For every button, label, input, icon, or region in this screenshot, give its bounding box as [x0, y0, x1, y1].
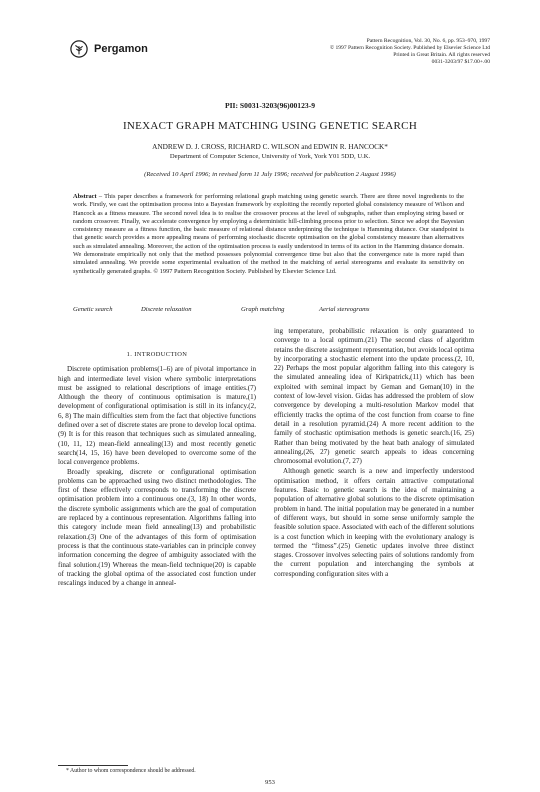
footnote-divider — [58, 765, 128, 766]
abstract — [73, 193, 464, 276]
abstract-text: – This paper describes a framework for performing relational graph matching using genetic search. There are three novel ingredients to the work. Firstly, we cast the optimisation process into a Bayesian framework by exploiting the recently reported global consistency measure of Wilson and Hancock as a fitness measure. The second novel idea is to realise the crossover process at the level of subgraphs, rather than employing string based or random crossover. Finally, we accelerate convergence by employing a deterministic hill-climbing process prior to selection. Since we adopt the Bayesian consistency measure as a fitness function, the basic measure of relational distance underpinning the technique is Hamming distance. Our standpoint is that genetic search provides a more appealing means of performing stochastic discrete optimisation on the global consistency measure than alternatives such as simulated annealing. Moreover, the action of the optimisation process is easily understood in terms of its action in the Hamming distance domain. We demonstrate empirically not only that the method possesses polynomial convergence time but also that the convergence rate is more rapid than simulated annealing. We provide some experimental evaluation of the method in the matching of aerial stereograms and evaluate its sensitivity on synthetically generated graphs. © 1997 Pattern Recognition Society. Published by Elsevier Science Ltd. — [73, 193, 464, 275]
printed-line: Printed in Great Britain. All rights reserved — [393, 52, 490, 58]
keyword-item: Aerial stereograms — [319, 306, 370, 313]
keyword-item: Discrete relaxation — [141, 306, 192, 313]
body-paragraph: Broadly speaking, discrete or configurational optimisation problems can be approached using two distinct methodologies. The first of these effectively corresponds to transforming the discrete optimisation problem into a continuous one.(3, 18) In other words, the discrete symbolic assignments which are the goal of computation are replaced by a continuous representation. Algorithms falling into this category include mean field annealing(13) and probabilistic relaxation.(3) One of the advantages of this form of optimisation process is that the continuous state-variables can in principle convey information concerning the degree of ambiguity associated with the final solution.(19) Whereas the mean-field technique(20) is capable of tracking the global optima of the associated cost function under rescalings induced by a change in anneal- — [58, 467, 256, 588]
keywords — [73, 306, 473, 313]
body-paragraph: ing temperature, probabilistic relaxation is only guaranteed to converge to a local optimum.(21) The second class of algorithm retains the discrete assignment representation, but avoids local optima by incorporating a stochastic element into the update process.(2, 10, 22) Perhaps the most popular algorithm falling into this category is the simulated annealing idea of Kirkpatrick,(11) which has been exploited with seminal impact by Geman and Geman(10) in the context of low-level vision. Gidas has addressed the problem of slow convergence by developing a multi-resolution Markov model that efficiently tracks the optima of the cost function from coarse to fine detail in a resolution pyramid.(24) A more recent addition to the family of stochastic optimisation methods is genetic search.(16, 25) Rather than being motivated by the heat bath analogy of simulated annealing,(26, 27) genetic search appeals to ideas concerning chromosomal evolution.(7, 27) — [274, 327, 474, 466]
affiliation: Department of Computer Science, University of York, York Y01 5DD, U.K. — [169, 153, 371, 160]
journal-citation: Pattern Recognition, Vol. 30, No. 6, pp. 953–970, 1997 — [366, 38, 490, 44]
pii-identifier: PII: S0031-3203(96)00123-9 — [224, 101, 316, 110]
paper-title: INEXACT GRAPH MATCHING USING GENETIC SEARCH — [122, 120, 418, 132]
issn-line: 0031-3203/97 $17.00+.00 — [431, 59, 490, 65]
keywords-label: Genetic search — [73, 306, 113, 313]
right-column — [274, 327, 474, 579]
journal-meta — [260, 38, 490, 66]
keyword-item: Graph matching — [241, 306, 285, 313]
abstract-label: Abstract — [73, 193, 97, 200]
body-paragraph: Discrete optimisation problems(1–6) are of pivotal importance in high and intermediate level vision where symbolic interpretations must be assigned to relational descriptions of image entities.(7) Although the theory of continuous optimisation is mature,(1) development of configurational optimisation is still in its infancy.(2, 6, 8) The main difficulties stem from the fact that objective functions defined over a set of discrete states are prone to develop local optima.(9) It is for this reason that techniques such as simulated annealing,(10, 11, 12) mean-field annealing(13) and most recently genetic search(14, 15, 16) have been developed to overcome some of the local convergence problems. — [58, 365, 256, 467]
author-list: ANDREW D. J. CROSS, RICHARD C. WILSON and EDWIN R. HANCOCK* — [152, 142, 388, 151]
received-dates: (Received 10 April 1996; in revised form 11 July 1996; received for publication 2 August 1996) — [144, 171, 396, 178]
section-heading: 1. INTRODUCTION — [126, 351, 188, 358]
publisher-name: Pergamon — [94, 43, 148, 55]
copyright-line: © 1997 Pattern Recognition Society. Published by Elsevier Science Ltd — [329, 45, 490, 51]
page-number: 953 — [265, 779, 275, 786]
body-paragraph: Although genetic search is a new and imperfectly understood optimisation method, it offers certain attractive computational features. Basic to genetic search is the idea of maintaining a population of alternative global solutions to the discrete optimisation problem in hand. The initial population may be generated in a number of different ways, but should in some sense uniformly sample the feasible solution space. Associated with each of the different solutions is a cost function which in keeping with the evolutionary analogy is termed the “fitness”.(25) Genetic updates involve three distinct stages. Crossover involves selecting pairs of solutions randomly from the current population and interchanging the symbols at corresponding configuration sites with a — [274, 467, 474, 578]
footnote: * Author to whom correspondence should be addressed. — [66, 768, 196, 774]
pergamon-tree-logo-icon — [70, 40, 88, 58]
abstract-paragraph — [73, 193, 464, 276]
publisher-block — [70, 40, 148, 58]
left-column — [58, 350, 256, 588]
